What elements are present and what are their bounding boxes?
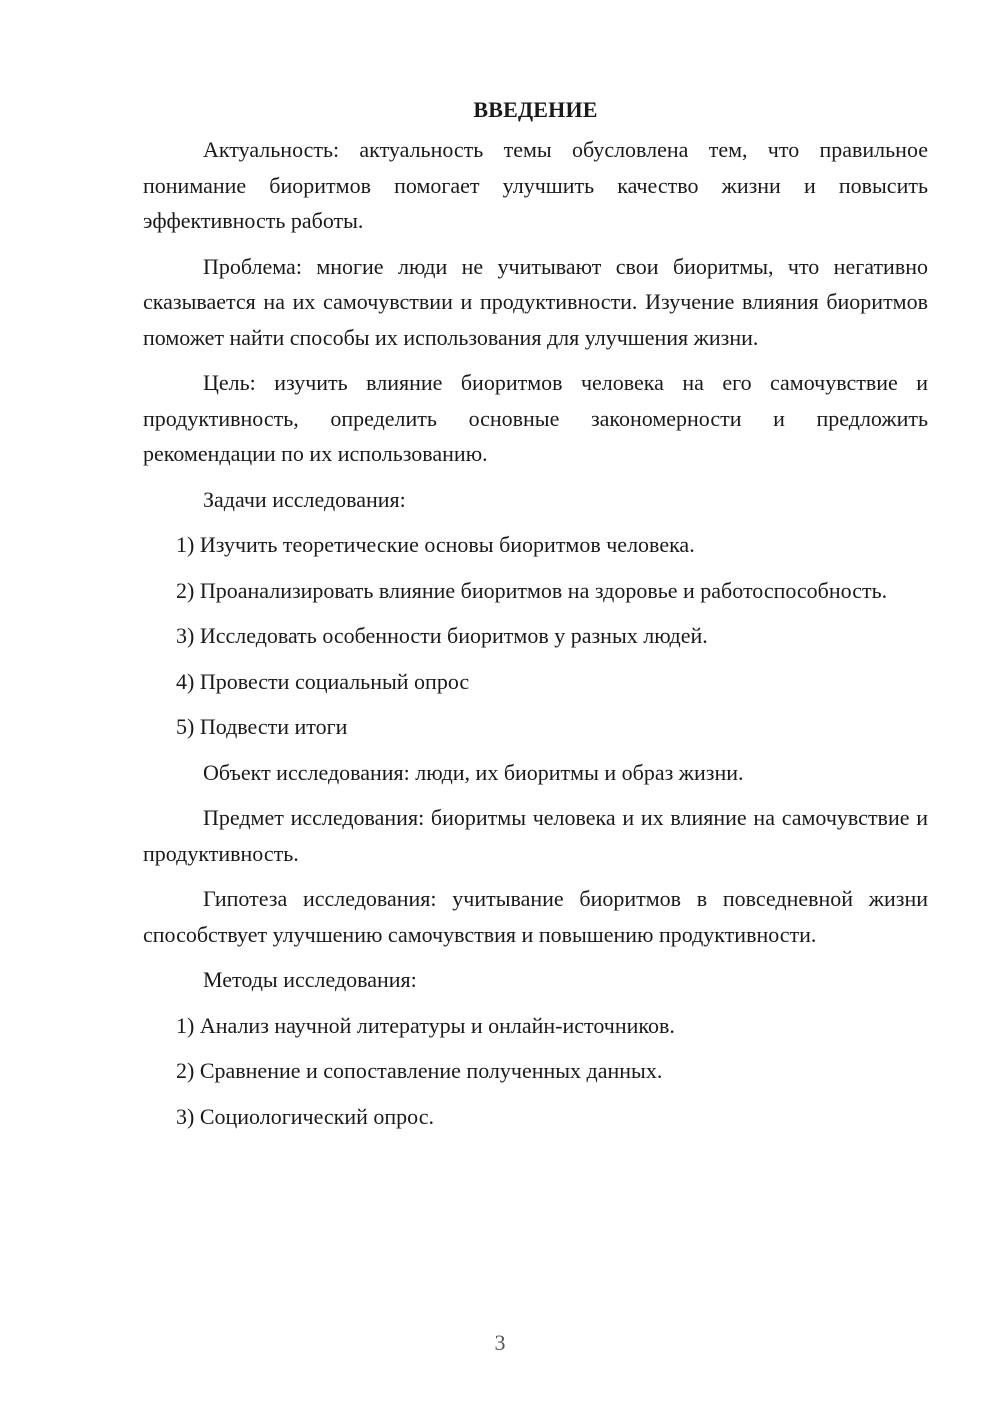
methods-title: Методы исследования: [203, 967, 417, 992]
tasks-title: Задачи исследования: [203, 486, 406, 512]
problem-paragraph: Проблема: многие люди не учитывают свои биоритмы, что негативно сказывается на их самочувствии и продуктивности. Изучение влияния биоритмов поможет найти способы их использования для улучшения жизни. [143, 253, 928, 350]
method-item: 2) Сравнение и сопоставление полученных данных. [176, 1058, 663, 1083]
task-item: 1) Изучить теоретические основы биоритмов человека. [176, 532, 695, 557]
method-item: 3) Социологический опрос. [176, 1103, 434, 1129]
method-item: 1) Анализ научной литературы и онлайн-источников. [176, 1012, 675, 1038]
task-item: 4) Провести социальный опрос [176, 668, 470, 694]
relevance-paragraph: Актуальность: актуальность темы обусловлена тем, что правильное понимание биоритмов помогает улучшить качество жизни и повысить эффективность работы. [143, 137, 928, 233]
page-number: 3 [494, 1330, 506, 1355]
task-item: 2) Проанализировать влияние биоритмов на здоровье и работоспособность. [176, 577, 888, 603]
section-heading: ВВЕДЕНИЕ [473, 97, 598, 122]
goal-paragraph: Цель: изучить влияние биоритмов человека на его самочувствие и продуктивность, определить основные закономерности и предложить рекомендации по их использованию. [143, 370, 928, 466]
task-item: 3) Исследовать особенности биоритмов у разных людей. [176, 623, 708, 648]
task-item: 5) Подвести итоги [176, 714, 348, 739]
subject-paragraph: Предмет исследования: биоритмы человека и их влияние на самочувствие и продуктивность. [143, 805, 928, 866]
hypothesis-paragraph: Гипотеза исследования: учитывание биоритмов в повседневной жизни способствует улучшению самочувствия и повышению продуктивности. [143, 886, 928, 947]
object-paragraph: Объект исследования: люди, их биоритмы и образ жизни. [203, 759, 744, 785]
document-page [143, 92, 928, 1144]
